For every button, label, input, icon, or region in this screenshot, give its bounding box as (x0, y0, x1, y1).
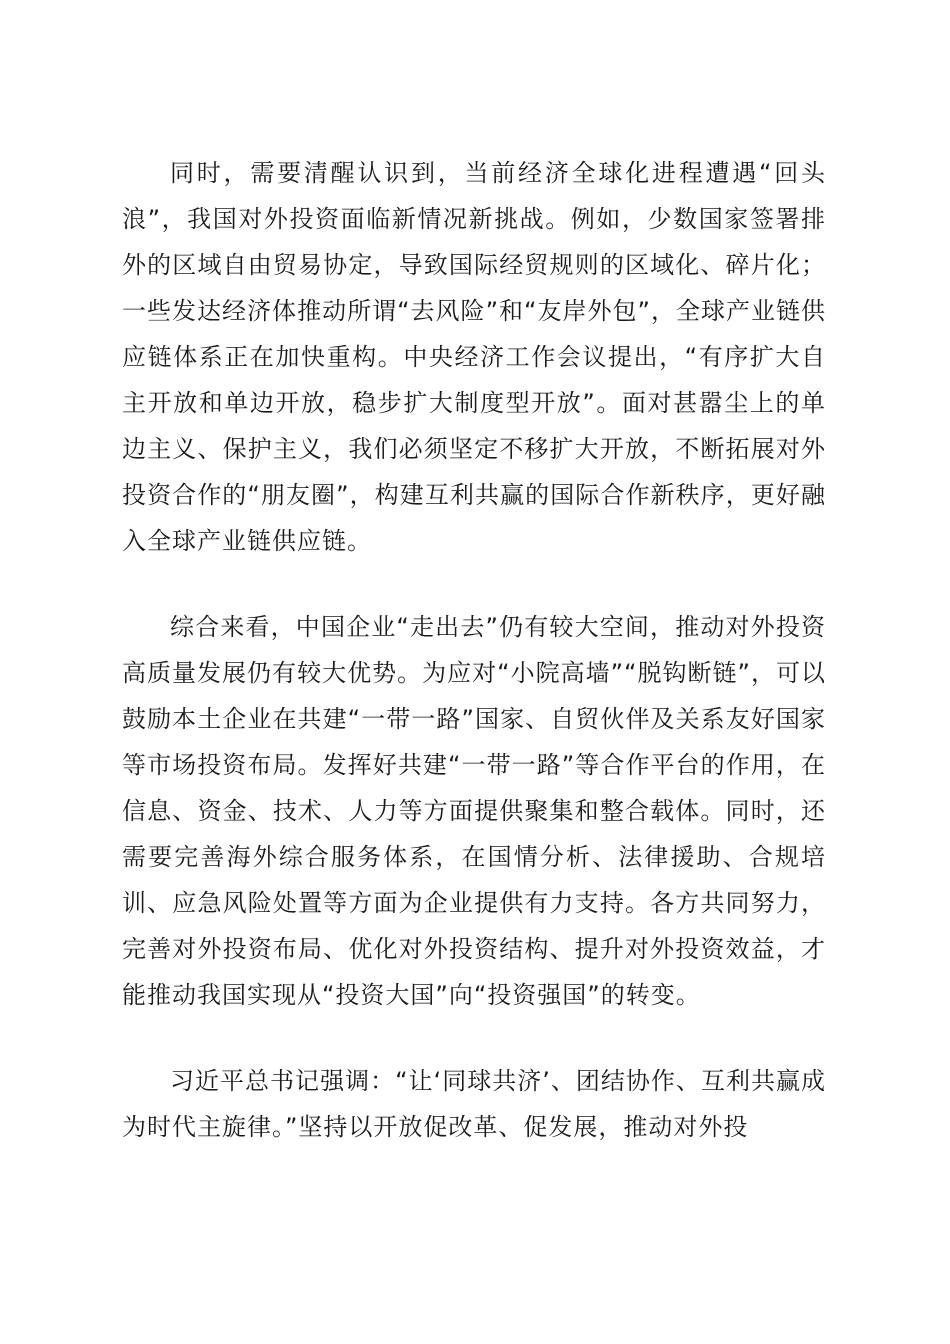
document-body (122, 150, 826, 1150)
paragraph-1: 同时，需要清醒认识到，当前经济全球化进程遭遇“回头浪”，我国对外投资面临新情况新挑战。例如，少数国家签署排外的区域自由贸易协定，导致国际经贸规则的区域化、碎片化；一些发达经济体推动所谓“去风险”和“友岸外包”，全球产业链供应链体系正在加快重构。中央经济工作会议提出，“有序扩大自主开放和单边开放，稳步扩大制度型开放”。面对甚嚣尘上的单边主义、保护主义，我们必须坚定不移扩大开放，不断拓展对外投资合作的“朋友圈”，构建互利共赢的国际合作新秩序，更好融入全球产业链供应链。 (122, 159, 826, 555)
paragraph-2: 综合来看，中国企业“走出去”仍有较大空间，推动对外投资高质量发展仍有较大优势。为应对“小院高墙”“脱钩断链”，可以鼓励本土企业在共建“一带一路”国家、自贸伙伴及关系友好国家等市场投资布局。发挥好共建“一带一路”等合作平台的作用，在信息、资金、技术、人力等方面提供聚集和整合载体。同时，还需要完善海外综合服务体系，在国情分析、法律援助、合规培训、应急风险处置等方面为企业提供有力支持。各方共同努力，完善对外投资布局、优化对外投资结构、提升对外投资效益，才能推动我国实现从“投资大国”向“投资强国”的转变。 (122, 613, 826, 1009)
paragraph-3: 习近平总书记强调：“让‘同球共济’、团结协作、互利共赢成为时代主旋律。”坚持以开放促改革、促发展，推动对外投 (122, 1067, 826, 1141)
